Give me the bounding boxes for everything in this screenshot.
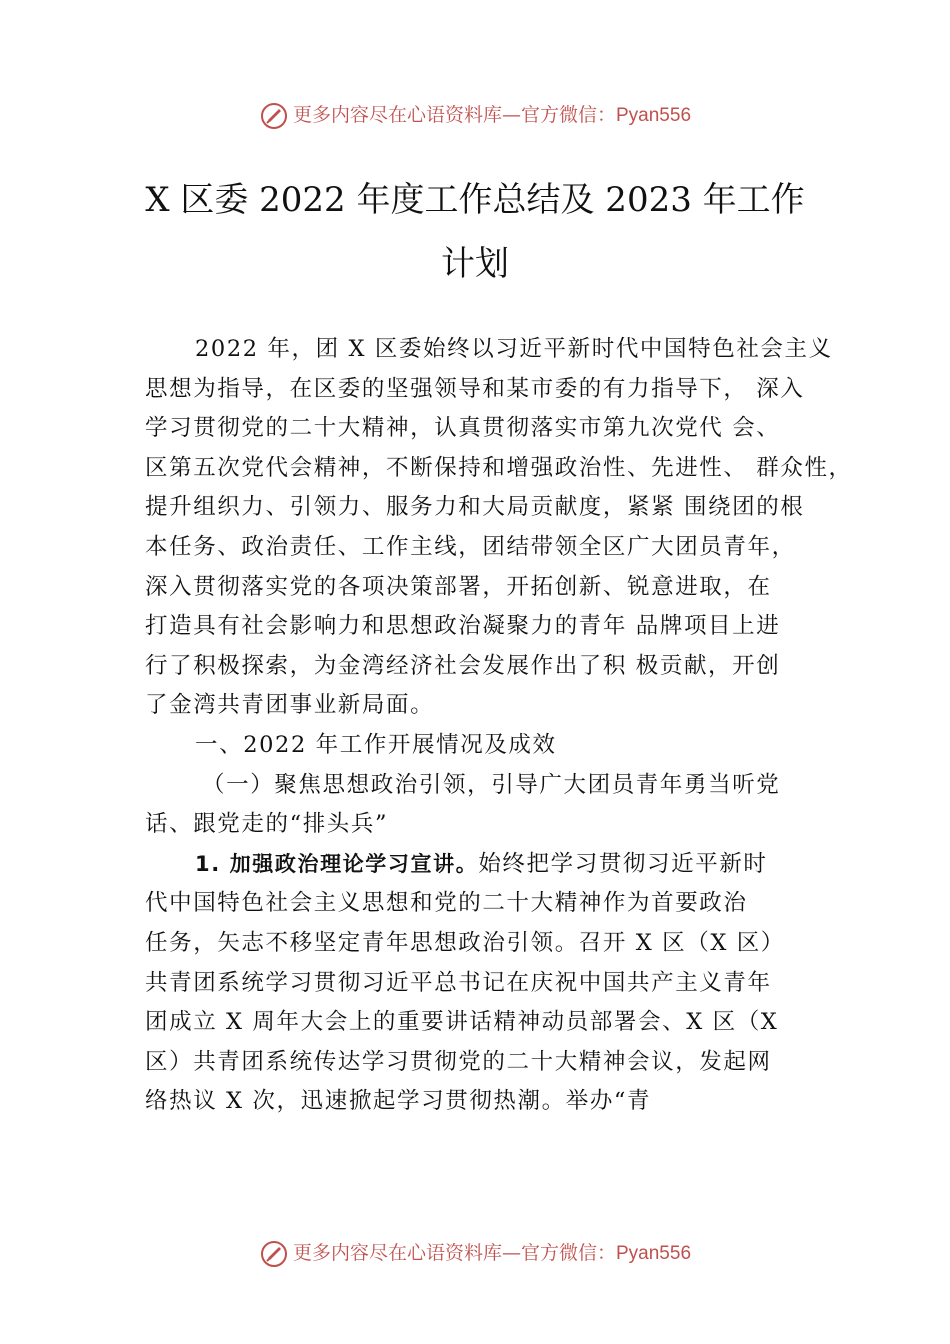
item-first-text: 始终把学习贯彻习近平新时	[478, 850, 768, 877]
logo-icon	[259, 1239, 289, 1269]
watermark-text: 更多内容尽在心语资料库—官方微信：	[292, 1242, 616, 1264]
paragraph-line: 区第五次党代会精神，不断保持和增强政治性、先进性、 群众性，	[145, 454, 853, 481]
paragraph-line: 学习贯彻党的二十大精神，认真贯彻落实市第九次党代 会、	[145, 415, 781, 442]
watermark-text: 更多内容尽在心语资料库—官方微信：	[292, 104, 616, 126]
paragraph-line: 区）共青团系统传达学习贯彻党的二十大精神会议，发起网	[145, 1048, 772, 1075]
paragraph-line: 思想为指导，在区委的坚强领导和某市委的有力指导下， 深入	[145, 375, 805, 402]
footer-watermark	[0, 1238, 950, 1269]
paragraph-line: 任务，矢志不移坚定青年思想政治引领。召开 X 区（X 区）	[145, 929, 785, 956]
subsection-heading-line: （一）聚焦思想政治引领，引导广大团员青年勇当听党	[202, 771, 781, 798]
paragraph-line: 行了积极探索，为金湾经济社会发展作出了积 极贡献，开创	[145, 652, 781, 679]
watermark-wechat-id: Pyan556	[616, 105, 692, 126]
document-body	[145, 330, 853, 1122]
paragraph-line: 代中国特色社会主义思想和党的二十大精神作为首要政治	[145, 890, 748, 917]
item-first-line	[145, 845, 845, 885]
paragraph-line: 打造具有社会影响力和思想政治凝聚力的青年 品牌项目上进	[145, 613, 781, 640]
paragraph-line: 络热议 X 次，迅速掀起学习贯彻热潮。举办“青	[145, 1088, 652, 1115]
subsection-heading-line: 话、跟党走的“排头兵”	[145, 811, 389, 838]
watermark-wechat-id: Pyan556	[616, 1243, 692, 1264]
document-title-line-1: X 区委 2022 年度工作总结及 2023 年工作	[145, 180, 805, 220]
paragraph-line: 本任务、政治责任、工作主线，团结带领全区广大团员青年，	[145, 533, 796, 560]
logo-icon	[259, 101, 289, 131]
paragraph-line: 提升组织力、引领力、服务力和大局贡献度，紧紧 围绕团的根	[145, 494, 805, 521]
paragraph-line: 团成立 X 周年大会上的重要讲话精神动员部署会、X 区（X	[145, 1009, 779, 1036]
section-heading: 一、2022 年工作开展情况及成效	[195, 731, 557, 758]
paragraph-line: 了金湾共青团事业新局面。	[145, 692, 435, 719]
paragraph-line: 共青团系统学习贯彻习近平总书记在庆祝中国共产主义青年	[145, 969, 772, 996]
paragraph-line: 2022 年，团 X 区委始终以习近平新时代中国特色社会主义	[195, 336, 833, 362]
header-watermark	[0, 100, 950, 131]
item-bold-title: 1. 加强政治理论学习宣讲。	[195, 851, 479, 876]
document-title-line-2: 计划	[441, 244, 509, 284]
paragraph-line: 深入贯彻落实党的各项决策部署，开拓创新、锐意进取，在	[145, 573, 772, 600]
